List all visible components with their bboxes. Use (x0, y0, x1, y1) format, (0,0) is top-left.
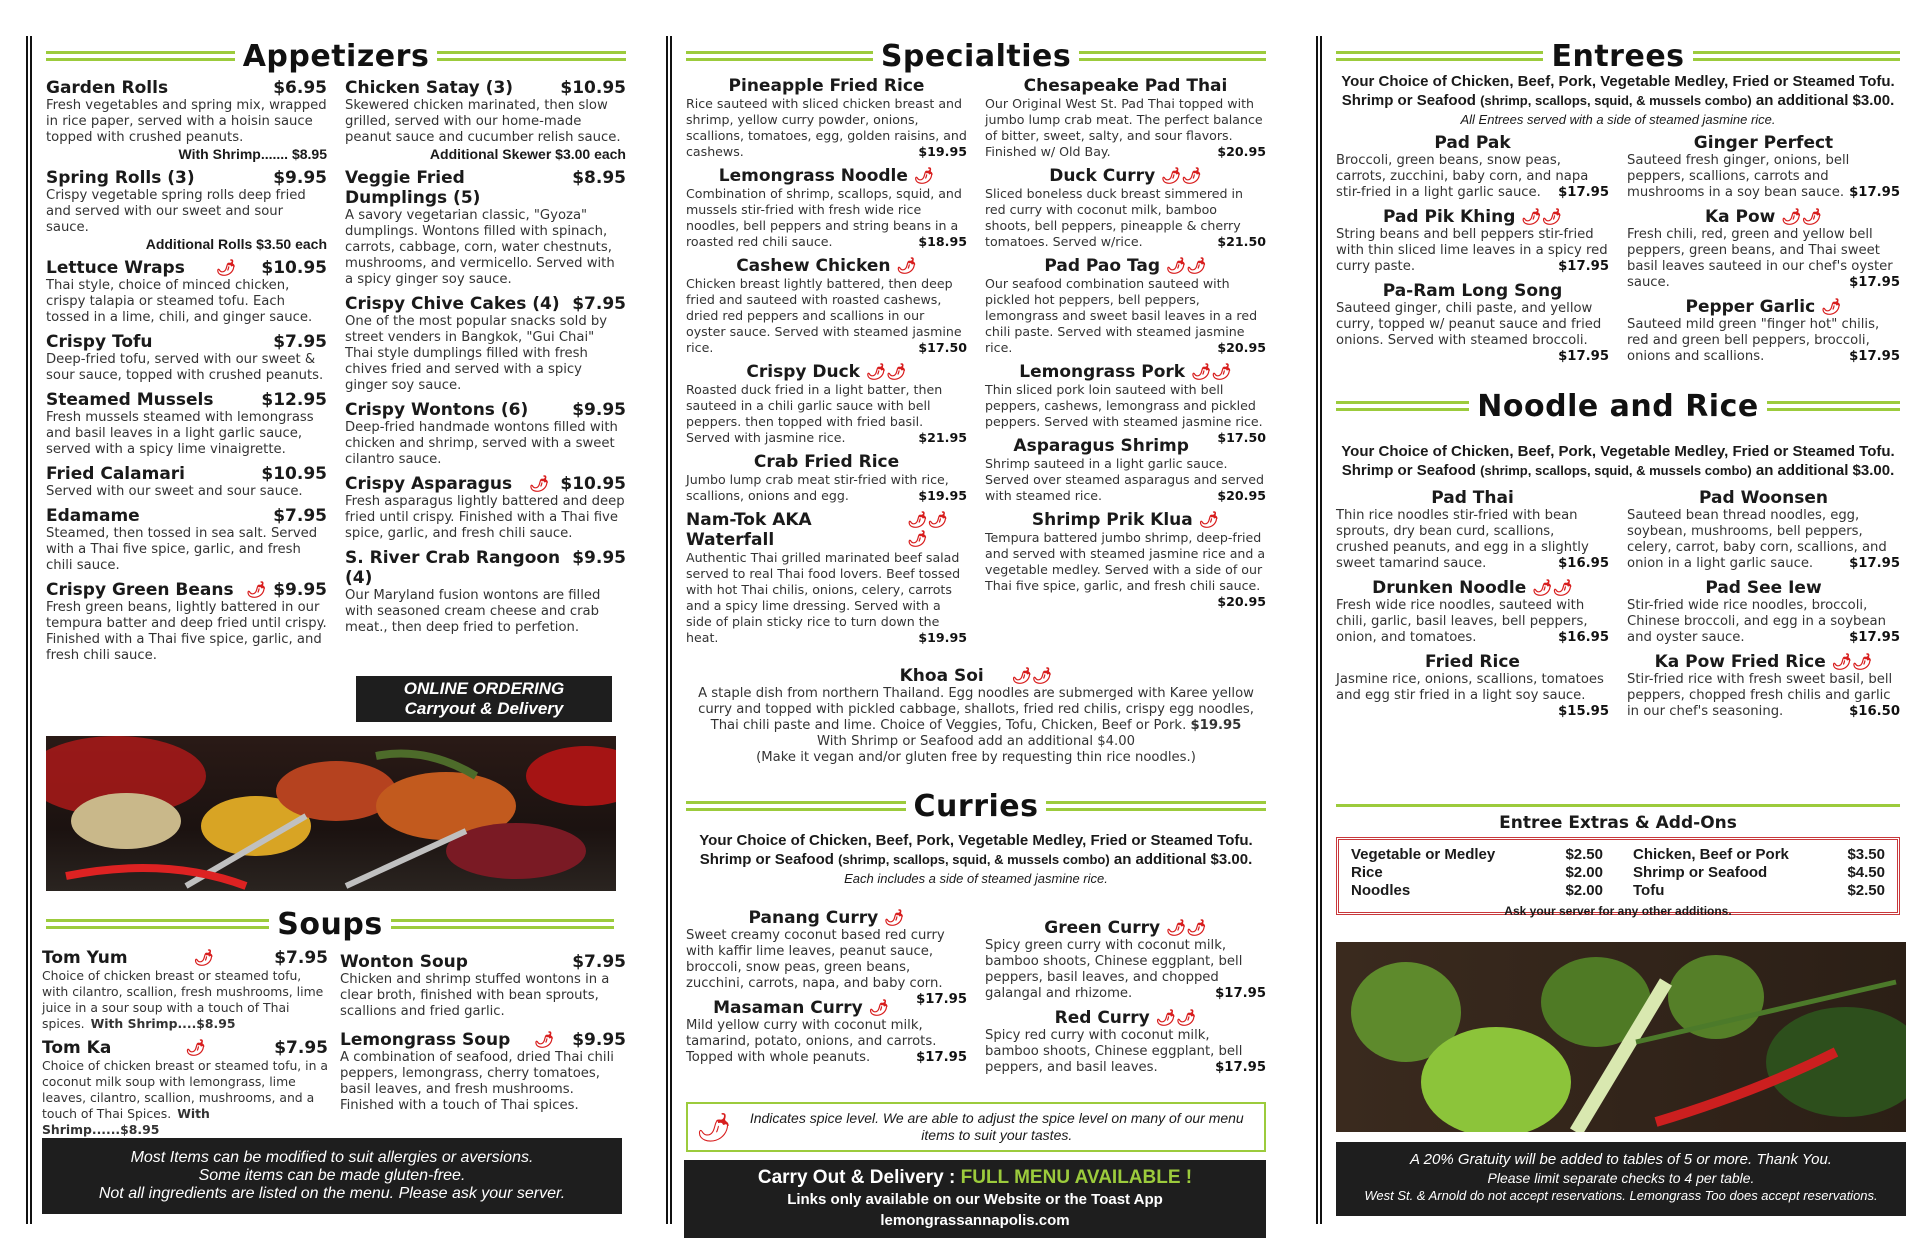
noodle-right-column (1627, 482, 1900, 720)
item-name: Fried Rice (1425, 652, 1520, 672)
specialties-columns (686, 70, 1266, 646)
soups-heading: Soups (46, 904, 614, 944)
chili-icon: 🌶 (696, 1110, 732, 1144)
noodle-heading: Noodle and Rice (1336, 386, 1900, 426)
chili-icon: 🌶 (1821, 297, 1842, 316)
menu-item (985, 256, 1266, 356)
item-description: Our seafood combination sauteed with pickled hot peppers, bell peppers, lemongrass and sweet basil leaves in a red chili paste. Served with steamed jasmine rice. (985, 276, 1258, 355)
appetizers-heading: Appetizers (46, 36, 626, 76)
item-description: Sauteed mild green "finger hot" chilis, red and green bell peppers, broccoli, onions and scallions. (1627, 317, 1880, 364)
item-price: $19.95 (918, 144, 967, 159)
extra-price: $2.00 (1565, 864, 1603, 881)
item-description: Shrimp sauteed in a light garlic sauce. Served over steamed asparagus and served with steamed rice. (985, 456, 1264, 503)
menu-item (985, 76, 1266, 160)
item-name: Pad Pik Khing (1382, 207, 1516, 227)
entrees-columns (1336, 127, 1900, 365)
item-name: Crispy Wontons (6) (345, 400, 529, 420)
item-price: $17.95 (1849, 630, 1900, 645)
item-price: $17.95 (1849, 185, 1900, 200)
menu-item (985, 362, 1266, 445)
menu-item (46, 390, 327, 458)
item-name: Duck Curry (1049, 166, 1156, 186)
item-price: $10.95 (560, 474, 626, 494)
item-price: $21.95 (918, 430, 967, 445)
menu-item (1336, 133, 1609, 201)
item-description: Spicy green curry with coconut milk, bamboo shoots, Chinese eggplant, bell peppers, basil leaves, and chopped galangal and rhizome. (985, 938, 1243, 1001)
item-price: $10.95 (261, 464, 327, 484)
item-price: $8.95 (572, 168, 626, 188)
panel-specialties-curries (666, 36, 1266, 1229)
item-price: $20.95 (1217, 144, 1266, 159)
item-name: Pepper Garlic (1685, 297, 1816, 317)
item-name: Shrimp Prik Klua (1031, 510, 1193, 530)
extra-name: Noodles (1351, 882, 1411, 899)
item-name: Edamame (46, 506, 140, 526)
chili-icon: 🌶 (215, 258, 237, 277)
item-extra: Additional Skewer $3.00 each (429, 146, 626, 162)
item-description: Mild yellow curry with coconut milk, tamarind, potato, onions, and carrots. Topped with whole peanuts. (686, 1018, 937, 1065)
item-name: Pad Woonsen (1699, 488, 1828, 508)
item-name: Crispy Chive Cakes (4) (345, 294, 560, 314)
extras-right-list (1633, 846, 1885, 900)
chili-icon: 🌶 (185, 1038, 206, 1057)
soups-columns (42, 942, 626, 1138)
chili-icon: 🌶🌶 (865, 362, 907, 381)
extra-name: Chicken, Beef or Pork (1633, 846, 1789, 863)
item-description: A combination of seafood, dried Thai chili peppers, lemongrass, cherry tomatoes, basil leaves, and fresh mushrooms. Finished with a touch of Thai spices. (340, 1050, 614, 1113)
item-description: String beans and bell peppers stir-fried with thin sliced lime leaves in a spicy red curry paste. (1336, 227, 1608, 274)
chili-icon: 🌶🌶 (1191, 362, 1232, 381)
item-name: Drunken Noodle (1372, 578, 1527, 598)
appetizers-columns (46, 72, 626, 664)
menu-item (1627, 652, 1900, 720)
chili-icon: 🌶🌶 (1831, 652, 1873, 671)
item-price: $17.95 (1215, 1060, 1266, 1075)
item-description: Sauteed fresh ginger, onions, bell peppers, scallions, carrots and mushrooms in a soy bean sauce. (1627, 153, 1850, 200)
extra-name: Vegetable or Medley (1351, 846, 1496, 863)
menu-item (985, 166, 1266, 250)
menu-item (46, 580, 327, 664)
menu-item (686, 452, 967, 504)
extra-row (1633, 882, 1885, 900)
menu-item (1627, 488, 1900, 572)
menu-item (686, 362, 967, 446)
specialties-right-column (985, 70, 1266, 646)
menu-item (1627, 297, 1900, 365)
item-description: Fresh wide rice noodles, sauteed with chili, garlic, basil leaves, bell peppers, onion, and tomatoes. (1336, 598, 1588, 645)
item-name: Red Curry (1054, 1008, 1150, 1028)
item-price: $6.95 (273, 78, 327, 98)
extra-price: $2.50 (1565, 846, 1603, 863)
item-price: $10.95 (261, 258, 327, 278)
item-name: Crispy Tofu (46, 332, 153, 352)
curries-left-column (686, 902, 967, 1076)
item-price: $9.95 (572, 1030, 626, 1050)
item-description: Stir-fried rice with fresh sweet basil, bell peppers, chopped fresh chilis and garlic in our chef's seasoning. (1627, 672, 1893, 719)
chili-icon: 🌶 (884, 908, 905, 927)
item-price: $7.95 (273, 506, 327, 526)
menu-item (345, 548, 626, 636)
limes-lemongrass-photo (1336, 942, 1906, 1132)
item-price: $17.95 (1558, 349, 1609, 364)
item-name: Steamed Mussels (46, 390, 214, 410)
item-description: Fresh vegetables and spring mix, wrapped in rice paper, served with a hoisin sauce topped with crushed peanuts. (46, 98, 327, 145)
item-shrimp-price: With Shrimp....$8.95 (90, 1016, 236, 1031)
menu-item (985, 510, 1266, 609)
menu-item (46, 506, 327, 574)
item-name: Lemongrass Noodle (718, 166, 908, 186)
allergy-notice: Most Items can be modified to suit allergies or aversions. Some items can be made gluten-free. Not all ingredients are listed on the menu. Please ask your server. (42, 1138, 622, 1214)
item-name: Pad Pak (1434, 133, 1511, 153)
chili-icon: 🌶 (246, 580, 267, 599)
item-name: Crab Fried Rice (753, 452, 900, 472)
curries-right-column (985, 902, 1266, 1076)
extra-row (1351, 864, 1603, 882)
menu-item (686, 166, 967, 250)
item-price: $16.50 (1849, 704, 1900, 719)
item-price: $7.95 (273, 332, 327, 352)
item-name: Wonton Soup (340, 952, 468, 972)
menu-item (345, 400, 626, 468)
item-description: Rice sauteed with sliced chicken breast and shrimp, yellow curry powder, onions, scallions, tomatoes, egg, golden raisins, and cashews. (686, 96, 967, 159)
item-price: $15.95 (1558, 704, 1609, 719)
item-price: $17.95 (1558, 185, 1609, 200)
item-name: Ka Pow Fried Rice (1654, 652, 1826, 672)
item-name: Spring Rolls (3) (46, 168, 195, 188)
appetizers-left-column (46, 72, 327, 664)
item-price: $21.50 (1217, 234, 1266, 249)
item-description: Combination of shrimp, scallops, squid, and mussels stir-fried with fresh wide rice noodles, bell peppers and string beans in a roasted red chili sauce. (686, 186, 962, 249)
noodle-left-column (1336, 482, 1609, 720)
item-description: Sauteed ginger, chili paste, and yellow curry, topped w/ peanut sauce and fried onions. Served with steamed broccoli. (1336, 301, 1602, 348)
item-description: Fresh mussels steamed with lemongrass and basil leaves in a light garlic sauce, served with a spicy lime vinaigrette. (46, 410, 314, 457)
item-description: Jasmine rice, onions, scallions, tomatoes and egg stir fried in a light soy sauce. (1336, 672, 1604, 703)
extra-price: $2.50 (1847, 882, 1885, 899)
item-price: $17.50 (1217, 430, 1266, 445)
chili-icon: 🌶🌶 (1532, 578, 1573, 597)
item-price: $16.95 (1558, 556, 1609, 571)
item-name: Pad See Iew (1705, 578, 1822, 598)
item-name: Chesapeake Pad Thai (1023, 76, 1228, 96)
item-shrimp-price: With Shrimp......$8.95 (42, 1106, 210, 1137)
menu-item (686, 510, 967, 646)
chili-icon: 🌶 (1198, 510, 1220, 529)
menu-item (46, 258, 327, 326)
chili-icon: 🌶🌶 (1166, 918, 1207, 937)
noodle-columns (1336, 482, 1900, 720)
item-description: Sauteed bean thread noodles, egg, soybean, mushrooms, bell peppers, celery, carrot, baby corn, scallions, and onion in a light garlic sauce. (1627, 508, 1887, 571)
chili-icon: 🌶 (193, 948, 215, 967)
item-price: $9.95 (273, 168, 327, 188)
extra-price: $2.00 (1565, 882, 1603, 899)
item-name: Cashew Chicken (736, 256, 891, 276)
extra-price: $4.50 (1847, 864, 1885, 881)
menu-item (46, 168, 327, 252)
item-price: $17.50 (918, 340, 967, 355)
item-description: Stir-fried wide rice noodles, broccoli, Chinese broccoli, and egg in a soybean and oyster sauce. (1627, 598, 1886, 645)
item-description: Tempura battered jumbo shrimp, deep-fried and served with steamed jasmine rice and a vegetable medley. Served with a side of our Thai five spice, garlic, and fresh chili sauce. (985, 530, 1266, 593)
menu-item (340, 1030, 626, 1114)
item-price: $17.95 (1558, 259, 1609, 274)
item-name: Ka Pow (1704, 207, 1776, 227)
menu-item (686, 998, 967, 1066)
soups-right-column (340, 942, 626, 1138)
item-price: $20.95 (1217, 594, 1266, 609)
menu-item (1627, 207, 1900, 291)
menu-item (42, 948, 328, 1032)
menu-item (686, 908, 967, 1007)
specialties-left-column (686, 70, 967, 646)
item-description: Roasted duck fried in a light batter, then sauteed in a chili garlic sauce with bell peppers. then topped with fried basil. Served with jasmine rice. (686, 382, 943, 445)
specialties-heading: Specialties (686, 36, 1266, 76)
menu-item (985, 1008, 1266, 1076)
item-name: Chicken Satay (3) (345, 78, 514, 98)
menu-item (985, 436, 1266, 504)
extra-name: Shrimp or Seafood (1633, 864, 1768, 881)
item-description: Thin sliced pork loin sauteed with bell peppers, cashews, lemongrass and pickled peppers. Served with steamed jasmine rice. (985, 382, 1263, 429)
chili-icon: 🌶🌶 (1011, 666, 1053, 685)
item-name: Pa-Ram Long Song (1382, 281, 1563, 301)
item-price: $12.95 (261, 390, 327, 410)
item-name: Fried Calamari (46, 464, 185, 484)
item-price: $18.95 (918, 234, 967, 249)
chili-icon: 🌶🌶 (1161, 166, 1202, 185)
item-description: Fresh green beans, lightly battered in our tempura batter and deep fried until crispy. Finished with a Thai five spice, garlic, and fresh chili sauce. (46, 600, 327, 663)
menu-item (46, 78, 327, 162)
menu-item (1627, 133, 1900, 201)
item-name: Pad Thai (1431, 488, 1514, 508)
entrees-right-column (1627, 127, 1900, 365)
item-name: Crispy Duck (746, 362, 860, 382)
carry-out-banner[interactable]: Carry Out & Delivery : FULL MENU AVAILABLE ! Links only available on our Website or the Toast App lemongrassannapolis.com (684, 1160, 1266, 1238)
item-price: $20.95 (1217, 340, 1266, 355)
menu-item (1627, 578, 1900, 646)
gratuity-notice: A 20% Gratuity will be added to tables of 5 or more. Thank You. Please limit separate checks to 4 per table. West St. & Arnold do not accept reservations. Lemongrass Too does accept reservations. (1336, 1142, 1906, 1216)
chili-icon: 🌶 (913, 166, 935, 185)
item-description: Chicken and shrimp stuffed wontons in a clear broth, finished with bean sprouts, scallions and fried garlic. (340, 972, 610, 1019)
item-price: $10.95 (560, 78, 626, 98)
website-link[interactable]: lemongrassannapolis.com (880, 1212, 1070, 1229)
item-description: Chicken breast lightly battered, then deep fried and sauteed with roasted cashews, dried red peppers and scallions in our oyster sauce. Served with steamed jasmine rice. (686, 276, 962, 355)
item-extra: With Shrimp....... $8.95 (178, 146, 327, 162)
item-name: S. River Crab Rangoon (4) (345, 548, 561, 588)
item-price: $19.95 (918, 488, 967, 503)
item-description: One of the most popular snacks sold by street venders in Bangkok, "Gui Chai" Thai style dumplings filled with fresh chives fried and served with a spicy ginger soy sauce. (345, 314, 608, 393)
item-price: $17.95 (1849, 275, 1900, 290)
item-description: Authentic Thai grilled marinated beef salad served to real Thai food lovers. Beef tossed with hot Thai chilis, onions, celery, carrots and a spicy lime dressing. Served with a side of plain sticky rice to turn down the heat. (686, 550, 961, 645)
menu-item (1336, 652, 1609, 719)
khoa-soi-item: Khoa Soi 🌶🌶 A staple dish from northern Thailand. Egg noodles are submerged with Karee yellow curry and topped with pickled cabbage, shallots, fried red chilis, crispy egg noodles, Thai chili paste and lime. Choice of Veggies, Tofu, Chicken, Beef or Pork. $19.95 With Shrimp or Seafood add an additional $4.00 (Make it vegan and/or gluten free by requesting thin rice noodles.) (698, 666, 1254, 765)
chili-icon: 🌶🌶 (1155, 1008, 1197, 1027)
appetizers-right-column (345, 72, 626, 664)
menu-item (1336, 207, 1609, 275)
item-description: Thai style, choice of minced chicken, crispy talapia or steamed tofu. Each tossed in a lime, chili, and ginger sauce. (46, 278, 313, 325)
item-price: $16.95 (1558, 630, 1609, 645)
extra-row (1633, 846, 1885, 864)
curries-heading: Curries (686, 786, 1266, 826)
item-price: $17.95 (1849, 556, 1900, 571)
item-name: Asparagus Shrimp (1013, 436, 1189, 456)
item-name: Garden Rolls (46, 78, 169, 98)
item-name: Nam-Tok AKA Waterfall (686, 510, 812, 550)
item-name: Veggie Fried Dumplings (5) (345, 168, 481, 208)
chili-icon: 🌶🌶 (1781, 207, 1823, 226)
menu-item (42, 1038, 328, 1138)
item-price: $9.95 (572, 548, 626, 568)
item-price: $17.95 (916, 992, 967, 1007)
item-name: Panang Curry (748, 908, 879, 928)
menu-item (345, 168, 626, 288)
item-price: $7.95 (274, 948, 328, 968)
item-description: Served with our sweet and sour sauce. (46, 484, 303, 499)
menu-item (1336, 578, 1609, 646)
item-description: A savory vegetarian classic, "Gyoza" dumplings. Wontons filled with spinach, carrots, cabbage, corn, water chestnuts, mushrooms, and vermicello. Served with a spicy ginger soy sauce. (345, 208, 615, 287)
item-name: Lemongrass Pork (1019, 362, 1186, 382)
chili-icon: 🌶🌶 (1521, 207, 1563, 226)
extra-name: Rice (1351, 864, 1383, 881)
item-price: $17.95 (1849, 349, 1900, 364)
item-name: Crispy Green Beans (46, 580, 234, 600)
item-extra: Additional Rolls $3.50 each (145, 236, 327, 252)
item-description: Thin rice noodles stir-fried with bean sprouts, dry bean curd, scallions, crushed peanuts, and egg in a slightly sweet tamarind sauce. (1336, 508, 1589, 571)
extra-row (1633, 864, 1885, 882)
item-description: Choice of chicken breast or steamed tofu, with cilantro, scallion, fresh mushrooms, lime juice in a sour soup with a touch of Thai spices. (42, 968, 324, 1031)
item-description: Steamed, then tossed in sea salt. Served with a Thai five spice, garlic, and fresh chili sauce. (46, 526, 318, 573)
item-price: $9.95 (273, 580, 327, 600)
panel-appetizers-soups (26, 36, 626, 1224)
item-description: Fresh chili, red, green and yellow bell peppers, green beans, and Thai sweet basil leaves sauteed in our chef's oyster sauce. (1627, 227, 1893, 290)
item-name: Pad Pao Tag (1044, 256, 1161, 276)
extra-row (1351, 882, 1603, 900)
menu-item (1336, 281, 1609, 364)
chili-icon: 🌶 (896, 256, 917, 275)
item-description: Our Maryland fusion wontons are filled with seasoned cream cheese and crab meat., then deep fried to perfetion. (345, 588, 601, 635)
item-price: $19.95 (918, 630, 967, 645)
menu-item (1336, 488, 1609, 572)
item-name: Crispy Asparagus (345, 474, 513, 494)
online-ordering-banner[interactable]: ONLINE ORDERING Carryout & Delivery (356, 676, 612, 722)
item-description: Sweet creamy coconut based red curry with kaffir lime leaves, peanut sauce, broccoli, snow peas, green beans, zucchini, carrots, napa, and baby corn. (686, 928, 945, 991)
item-description: Fresh asparagus lightly battered and deep fried until crispy. Finished with a Thai five spice, garlic, and fresh chili sauce. (345, 494, 625, 541)
item-description: Deep-fried handmade wontons filled with chicken and shrimp, served with a sweet cilantro sauce. (345, 420, 618, 467)
item-description: Choice of chicken breast or steamed tofu, in a coconut milk soup with lemongrass, lime leaves, cilantro, scallion, mushrooms, and a touch of Thai Spices. (42, 1058, 329, 1121)
extra-name: Tofu (1633, 882, 1665, 899)
item-description: Broccoli, green beans, snow peas, carrots, zucchini, baby corn, and napa stir-fried in a light garlic sauce. (1336, 153, 1589, 200)
soups-left-column (42, 942, 328, 1138)
item-name: Lemongrass Soup (340, 1030, 511, 1050)
chili-icon: 🌶🌶 (1166, 256, 1207, 275)
item-name: Pineapple Fried Rice (728, 76, 925, 96)
extra-row (1351, 846, 1603, 864)
entrees-subtitle: Your Choice of Chicken, Beef, Pork, Vegetable Medley, Fried or Steamed Tofu. Shrimp or Seafood (shrimp, scallops, squid, & mussels combo) an additional $3.00. All Entrees served with a side of steamed jasmine rice. (1341, 73, 1895, 127)
spice-legend: 🌶 Indicates spice level. We are able to adjust the spice level on many of our menu items to suit your tastes. (686, 1102, 1266, 1152)
menu-item (345, 474, 626, 542)
menu-item (345, 294, 626, 394)
item-description: Our Original West St. Pad Thai topped with jumbo lump crab meat. The perfect balance of bitter, sweet, salty, and sour flavors. Finished w/ Old Bay. (985, 96, 1263, 159)
item-price: $20.95 (1217, 488, 1266, 503)
item-description: Spicy red curry with coconut milk, bamboo shoots, Chinese eggplant, bell peppers, and basil leaves. (985, 1028, 1243, 1075)
entrees-heading: Entrees (1336, 36, 1900, 76)
item-description: Jumbo lump crab meat stir-fried with rice, scallions, onions and egg. (686, 472, 949, 503)
spices-photo (46, 736, 616, 891)
menu-item (686, 76, 967, 160)
item-description: Sliced boneless duck breast simmered in red curry with coconut milk, bamboo shoots, bell peppers, pineapple & cherry tomatoes. Served w/rice. (985, 186, 1243, 249)
item-name: Ginger Perfect (1693, 133, 1834, 153)
menu-item (46, 464, 327, 500)
menu-item (985, 918, 1266, 1002)
item-price: $7.95 (572, 294, 626, 314)
noodle-subtitle: Your Choice of Chicken, Beef, Pork, Vegetable Medley, Fried or Steamed Tofu. Shrimp or Seafood (shrimp, scallops, squid, & mussels combo) an additional $3.00. (1341, 443, 1895, 479)
chili-icon: 🌶 (529, 474, 550, 493)
chili-icon: 🌶🌶🌶 (907, 510, 948, 548)
item-description: Deep-fried tofu, served with our sweet & sour sauce, topped with crushed peanuts. (46, 352, 324, 383)
menu-item (686, 256, 967, 356)
item-price: $9.95 (572, 400, 626, 420)
menu-item (340, 952, 626, 1020)
item-name: Lettuce Wraps (46, 258, 185, 278)
menu-item (46, 332, 327, 384)
item-name: Masaman Curry (713, 998, 863, 1018)
extras-left-list (1351, 846, 1603, 900)
menu-item (345, 78, 626, 162)
extras-box: Entree Extras & Add-Ons Vegetable or Medley $2.50 Rice $2.00 Noodles $2.00 Chicken, Beef or Pork $3.50 Shrimp or Seafood $4.50 Tofu $2.50 Ask your server for any other additions. (1336, 804, 1900, 914)
item-price: $17.95 (916, 1050, 967, 1065)
extra-price: $3.50 (1847, 846, 1885, 863)
curries-columns (686, 902, 1266, 1076)
item-description: Crispy vegetable spring rolls deep fried and served with our sweet and sour sauce. (46, 188, 306, 235)
chili-icon: 🌶 (868, 998, 890, 1017)
chili-icon: 🌶 (534, 1030, 555, 1049)
item-name: Tom Yum (42, 948, 128, 968)
item-description: Skewered chicken marinated, then slow grilled, served with our home-made peanut sauce and cucumber relish sauce. (345, 98, 621, 145)
item-price: $7.95 (274, 1038, 328, 1058)
item-name: Green Curry (1044, 918, 1161, 938)
entrees-left-column (1336, 127, 1609, 365)
item-name: Tom Ka (42, 1038, 112, 1058)
item-price: $7.95 (572, 952, 626, 972)
item-price: $17.95 (1215, 986, 1266, 1001)
curries-subtitle: Your Choice of Chicken, Beef, Pork, Vegetable Medley, Fried or Steamed Tofu. Shrimp or Seafood (shrimp, scallops, squid, & mussels combo) an additional $3.00. Each includes a side of steamed jasmine rice. (699, 832, 1253, 886)
panel-entrees-noodles (1316, 36, 1900, 1224)
